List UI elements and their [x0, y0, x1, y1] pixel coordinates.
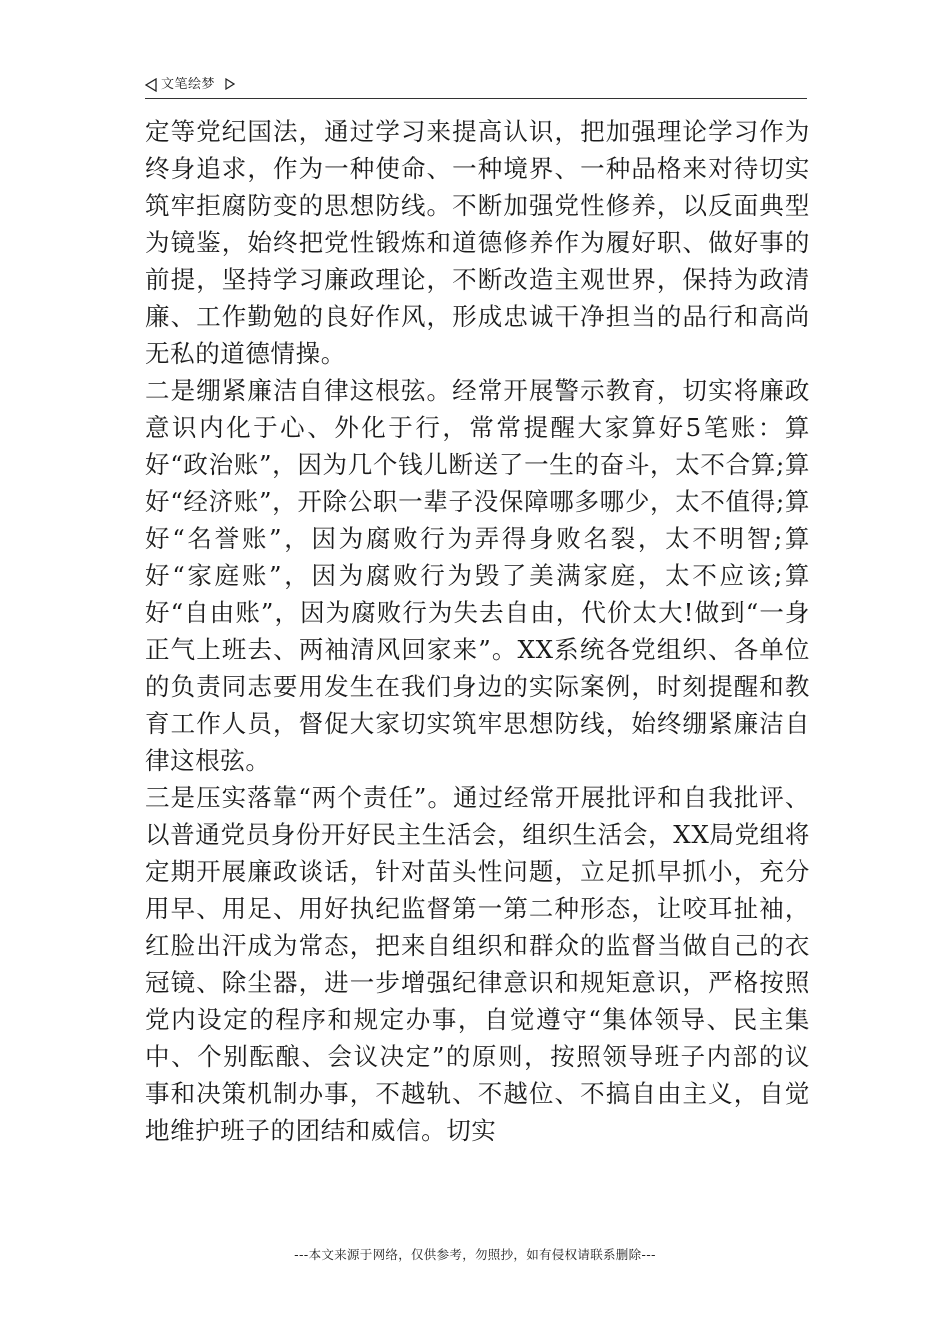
- document-body: [145, 113, 810, 1149]
- page-header: [145, 72, 807, 99]
- footer-notice: ---本文来源于网络，仅供参考，勿照抄，如有侵权请联系删除---: [294, 1247, 656, 1262]
- triangle-left-outline-icon: [145, 78, 157, 92]
- paragraph-3: 三是压实落靠“两个责任”。通过经常开展批评和自我批评、以普通党员身份开好民主生活会，组织生活会，XX局党组将定期开展廉政谈话，针对苗头性问题，立足抓早抓小，充分用早、用足、用好执纪监督第一第二种形态，让咬耳扯袖，红脸出汗成为常态，把来自组织和群众的监督当做自己的衣冠镜、除尘器，进一步增强纪律意识和规矩意识，严格按照党内设定的程序和规定办事，自觉遵守“集体领导、民主集中、个别酝酿、会议决定”的原则，按照领导班子内部的议事和决策机制办事，不越轨、不越位、不搞自由主义，自觉地维护班子的团结和威信。切实: [145, 783, 810, 1145]
- header-brand: 文笔绘梦: [161, 77, 216, 92]
- triangle-right-outline-icon: [225, 78, 237, 92]
- paragraph-1: 定等党纪国法，通过学习来提高认识，把加强理论学习作为终身追求，作为一种使命、一种境界、一种品格来对待切实筑牢拒腐防变的思想防线。不断加强党性修养，以反面典型为镜鉴，始终把党性锻炼和道德修养作为履好职、做好事的前提，坚持学习廉政理论，不断改造主观世界，保持为政清廉、工作勤勉的良好作风，形成忠诚干净担当的品行和高尚无私的道德情操。: [145, 117, 810, 368]
- header-logo: [145, 76, 237, 94]
- paragraph-2: 二是绷紧廉洁自律这根弦。经常开展警示教育，切实将廉政意识内化于心、外化于行，常常提醒大家算好5笔账：算好“政治账”，因为几个钱儿断送了一生的奋斗，太不合算;算好“经济账”，开除公职一辈子没保障哪多哪少，太不值得;算好“名誉账”，因为腐败行为弄得身败名裂，太不明智;算好“家庭账”，因为腐败行为毁了美满家庭，太不应该;算好“自由账”，因为腐败行为失去自由，代价太大!做到“一身正气上班去、两袖清风回家来”。XX系统各党组织、各单位的负责同志要用发生在我们身边的实际案例，时刻提醒和教育工作人员，督促大家切实筑牢思想防线，始终绷紧廉洁自律这根弦。: [145, 376, 810, 775]
